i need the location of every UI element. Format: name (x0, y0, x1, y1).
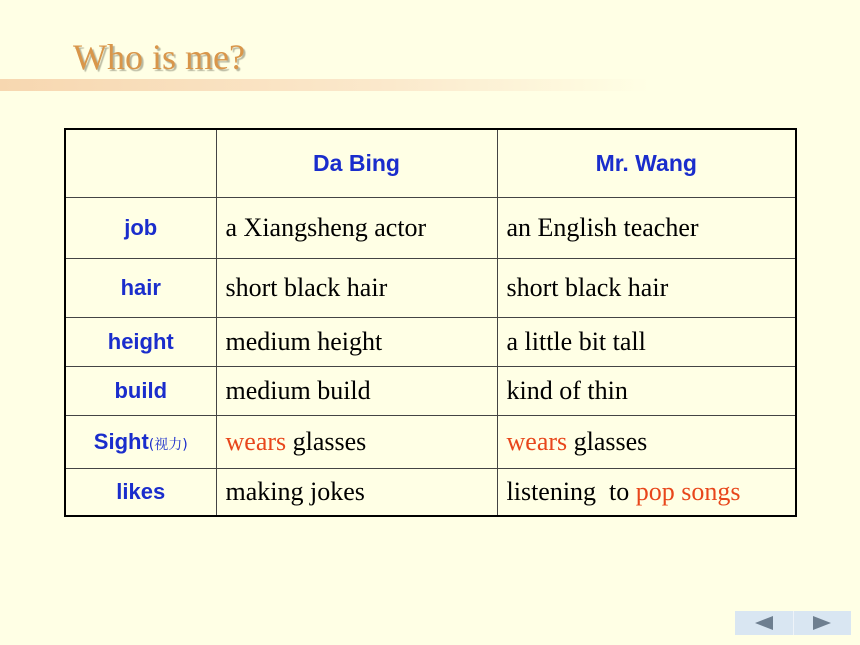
row-label-likes: likes (65, 468, 216, 516)
cell-mr-wang-sight (497, 415, 796, 468)
cell-text: listening to (506, 476, 636, 506)
table-row (65, 366, 796, 415)
table-header-row (65, 129, 796, 197)
previous-slide-button[interactable] (735, 611, 793, 635)
table-row (65, 468, 796, 516)
next-slide-button[interactable] (793, 611, 852, 635)
cell-mr-wang-build: kind of thin (497, 366, 796, 415)
highlight-text: wears (225, 426, 287, 456)
cell-da-bing-height: medium height (216, 317, 497, 366)
comparison-table (64, 128, 797, 517)
triangle-right-icon (811, 615, 833, 631)
cell-mr-wang-likes (497, 468, 796, 516)
cell-text: glasses (286, 426, 367, 456)
cell-da-bing-job: a Xiangsheng actor (216, 197, 497, 258)
table-row (65, 415, 796, 468)
title-underline-bar (0, 79, 650, 91)
page-title: Who is me? (73, 37, 245, 77)
header-mr-wang: Mr. Wang (497, 129, 796, 197)
row-label-sight-text: Sight (93, 428, 149, 454)
cell-da-bing-likes: making jokes (216, 468, 497, 516)
cell-mr-wang-hair: short black hair (497, 258, 796, 317)
header-da-bing: Da Bing (216, 129, 497, 197)
slide-navigation (735, 611, 851, 635)
row-label-hair: hair (65, 258, 216, 317)
cell-mr-wang-job: an English teacher (497, 197, 796, 258)
row-label-sight-note: (视力) (148, 436, 188, 453)
row-label-build: build (65, 366, 216, 415)
cell-mr-wang-height: a little bit tall (497, 317, 796, 366)
triangle-left-icon (753, 615, 775, 631)
table-row (65, 258, 796, 317)
header-empty-cell (65, 129, 216, 197)
table-row (65, 317, 796, 366)
row-label-height: height (65, 317, 216, 366)
highlight-text: wears (506, 426, 568, 456)
cell-text: glasses (567, 426, 648, 456)
row-label-job: job (65, 197, 216, 258)
table-row (65, 197, 796, 258)
cell-da-bing-build: medium build (216, 366, 497, 415)
cell-da-bing-sight (216, 415, 497, 468)
row-label-sight (65, 415, 216, 468)
highlight-text: pop songs (635, 476, 741, 506)
cell-da-bing-hair: short black hair (216, 258, 497, 317)
